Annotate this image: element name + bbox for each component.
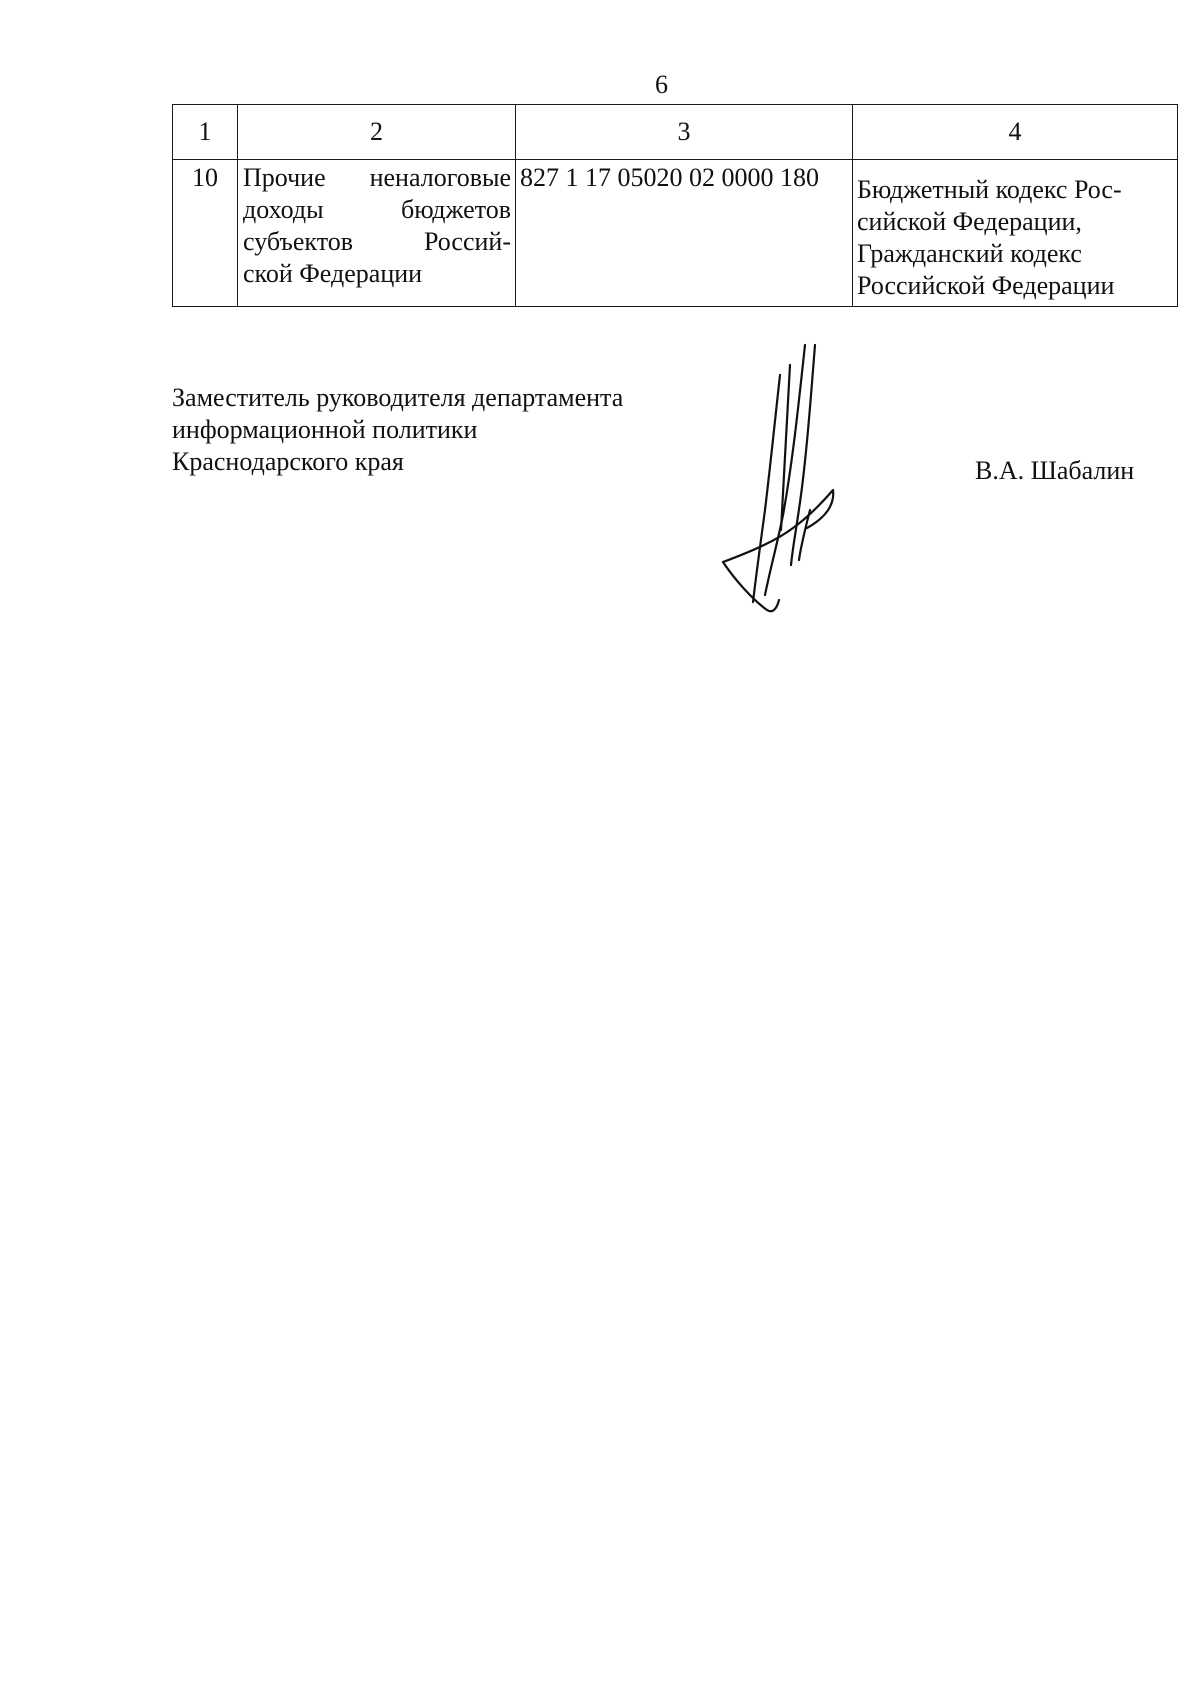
legal-basis-line: Российской Федерации [857, 271, 1115, 300]
revenue-name-line: ской Федерации [243, 259, 423, 288]
signatory-position-line: Заместитель руководителя департамента [172, 383, 624, 412]
revenue-name-line: доходы бюджетов [243, 195, 511, 224]
revenue-name-line: Прочие неналоговые [243, 163, 511, 192]
revenue-name-cell [238, 160, 516, 307]
document-table [172, 104, 1178, 307]
legal-basis-cell [853, 160, 1178, 307]
legal-basis-line: Гражданский кодекс [857, 239, 1082, 268]
header-col-4: 4 [853, 105, 1178, 160]
row-number: 10 [173, 160, 238, 307]
budget-code-cell: 827 1 17 05020 02 0000 180 [516, 160, 853, 307]
table-header-row [173, 105, 1178, 160]
legal-basis-line: Бюджетный кодекс Рос- [857, 175, 1122, 204]
revenue-name-line: субъектов Россий- [243, 227, 511, 256]
table-row [173, 160, 1178, 307]
signatory-position-line: Краснодарского края [172, 447, 404, 476]
page-number: 6 [655, 70, 668, 99]
header-col-1: 1 [173, 105, 238, 160]
signatory-position [172, 382, 623, 478]
header-col-3: 3 [516, 105, 853, 160]
handwritten-signature [715, 340, 885, 625]
legal-basis-line: сийской Федерации, [857, 207, 1082, 236]
header-col-2: 2 [238, 105, 516, 160]
signatory-name: В.А. Шабалин [975, 456, 1135, 485]
signatory-position-line: информационной политики [172, 415, 478, 444]
